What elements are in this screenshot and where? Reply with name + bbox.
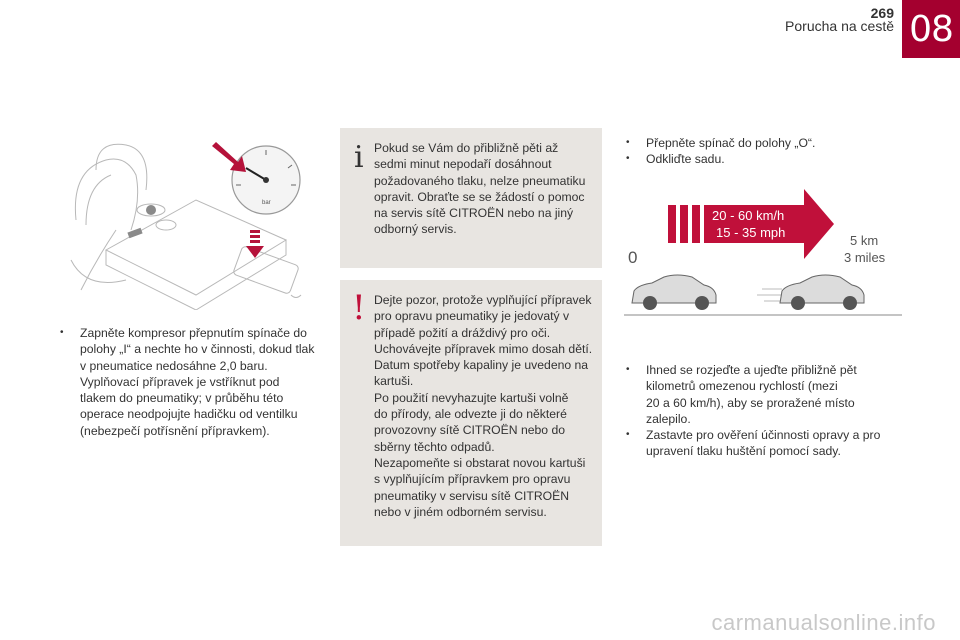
left-line-6: operace neodpojujte hadičku od ventilku bbox=[80, 407, 298, 422]
info-text bbox=[374, 140, 594, 238]
right-item2-line-2: upravení tlaku huštění pomocí sady. bbox=[646, 444, 841, 459]
right-top-instructions bbox=[626, 135, 906, 168]
page-number: 269 bbox=[870, 5, 894, 21]
right-bottom-item bbox=[626, 427, 916, 460]
warning-line-3: případě požití a dráždivý pro oči. bbox=[374, 325, 551, 340]
compressor-illustration bbox=[66, 130, 326, 310]
info-line-4: opravit. Obraťte se se žádostí o pomoc bbox=[374, 189, 585, 204]
motion-lines bbox=[757, 289, 782, 301]
left-line-7: (nebezpečí potřísnění přípravkem). bbox=[80, 423, 270, 438]
watermark: carmanualsonline.info bbox=[711, 610, 936, 635]
bullet-icon: • bbox=[626, 153, 630, 165]
car-start-icon bbox=[632, 275, 716, 310]
warning-line-6: kartuši. bbox=[374, 374, 414, 389]
left-bullet-item bbox=[60, 325, 330, 439]
warning-line-5: Datum spotřeby kapaliny je uvedeno na bbox=[374, 358, 589, 373]
info-line-5: na servis sítě CITROËN nebo na jiný bbox=[374, 206, 574, 221]
bullet-icon: • bbox=[60, 327, 64, 338]
info-line-1: Pokud se Vám do přibližně pěti až bbox=[374, 141, 559, 155]
start-distance-label: 0 bbox=[628, 248, 638, 267]
right-item1-line-1: Ihned se rozjeďte a ujeďte přibližně pět bbox=[646, 363, 857, 377]
car-end-icon bbox=[780, 275, 864, 310]
right-bottom-instructions bbox=[626, 362, 916, 460]
warning-line-1: Dejte pozor, protože vyplňující přípravek bbox=[374, 293, 592, 307]
chapter-tab: 08 bbox=[902, 0, 960, 58]
speed-mph-label: 15 - 35 mph bbox=[716, 225, 786, 240]
section-title: Porucha na cestě bbox=[785, 18, 894, 34]
bullet-icon: • bbox=[626, 429, 630, 441]
right-top-item-1: Přepněte spínač do polohy „O“. bbox=[646, 136, 816, 150]
warning-line-2: pro opravu pneumatiky je jedovatý v bbox=[374, 309, 570, 324]
warning-line-14: nebo v jiném odborném servisu. bbox=[374, 504, 547, 519]
right-top-item-2: Odkliďte sadu. bbox=[646, 152, 725, 167]
speed-kmh-label: 20 - 60 km/h bbox=[712, 208, 785, 223]
warning-box bbox=[340, 280, 602, 546]
warning-line-7: Po použití nevyhazujte kartuši volně bbox=[374, 390, 569, 405]
info-box bbox=[340, 128, 602, 268]
bullet-icon: • bbox=[626, 364, 630, 375]
right-item1-line-4: zalepilo. bbox=[646, 411, 691, 426]
speed-distance-diagram bbox=[622, 185, 904, 320]
right-bottom-item bbox=[626, 362, 916, 427]
right-top-item bbox=[626, 151, 906, 167]
right-item2-line-1: Zastavte pro ověření účinnosti opravy a pro bbox=[646, 428, 881, 443]
right-item1-line-3: 20 a 60 km/h), aby se proražené místo bbox=[646, 395, 855, 410]
warning-line-12: s vyplňujícím přípravkem pro opravu bbox=[374, 472, 571, 487]
left-line-4: Vyplňovací přípravek je vstříknut pod bbox=[80, 374, 280, 389]
right-top-item bbox=[626, 135, 906, 151]
warning-icon: ! bbox=[352, 288, 366, 328]
left-line-5: tlakem do pneumatiky; v průběhu této bbox=[80, 391, 284, 406]
distance-km-label: 5 km bbox=[850, 233, 879, 248]
warning-line-9: provozovny sítě CITROËN nebo do bbox=[374, 423, 566, 438]
info-icon: i bbox=[354, 140, 364, 175]
left-line-1: Zapněte kompresor přepnutím spínače do bbox=[80, 326, 307, 340]
info-line-2: sedmi minut nepodaří dosáhnout bbox=[374, 157, 552, 172]
left-instructions bbox=[60, 325, 330, 439]
warning-line-10: sběrny těchto odpadů. bbox=[374, 439, 495, 454]
distance-miles-label: 3 miles bbox=[844, 250, 886, 265]
info-line-3: požadovaného tlaku, nelze pneumatiku bbox=[374, 173, 586, 188]
warning-line-4: Uchovávejte přípravek mimo dosah dětí. bbox=[374, 341, 593, 356]
warning-line-8: do přírody, ale odvezte ji do některé bbox=[374, 407, 567, 422]
info-line-6: odborný servis. bbox=[374, 222, 457, 237]
right-item1-line-2: kilometrů omezenou rychlostí (mezi bbox=[646, 379, 838, 394]
left-line-2: polohy „I“ a nechte ho v činnosti, dokud tlak bbox=[80, 342, 315, 357]
warning-line-11: Nezapomeňte si obstarat novou kartuši bbox=[374, 455, 586, 470]
bullet-icon: • bbox=[626, 137, 630, 148]
warning-line-13: pneumatiky v servisu sítě CITROËN bbox=[374, 488, 570, 503]
warning-text bbox=[374, 292, 594, 520]
gauge-label: bar bbox=[262, 200, 271, 206]
left-line-3: v pneumatice nedosáhne 2,0 baru. bbox=[80, 358, 268, 373]
